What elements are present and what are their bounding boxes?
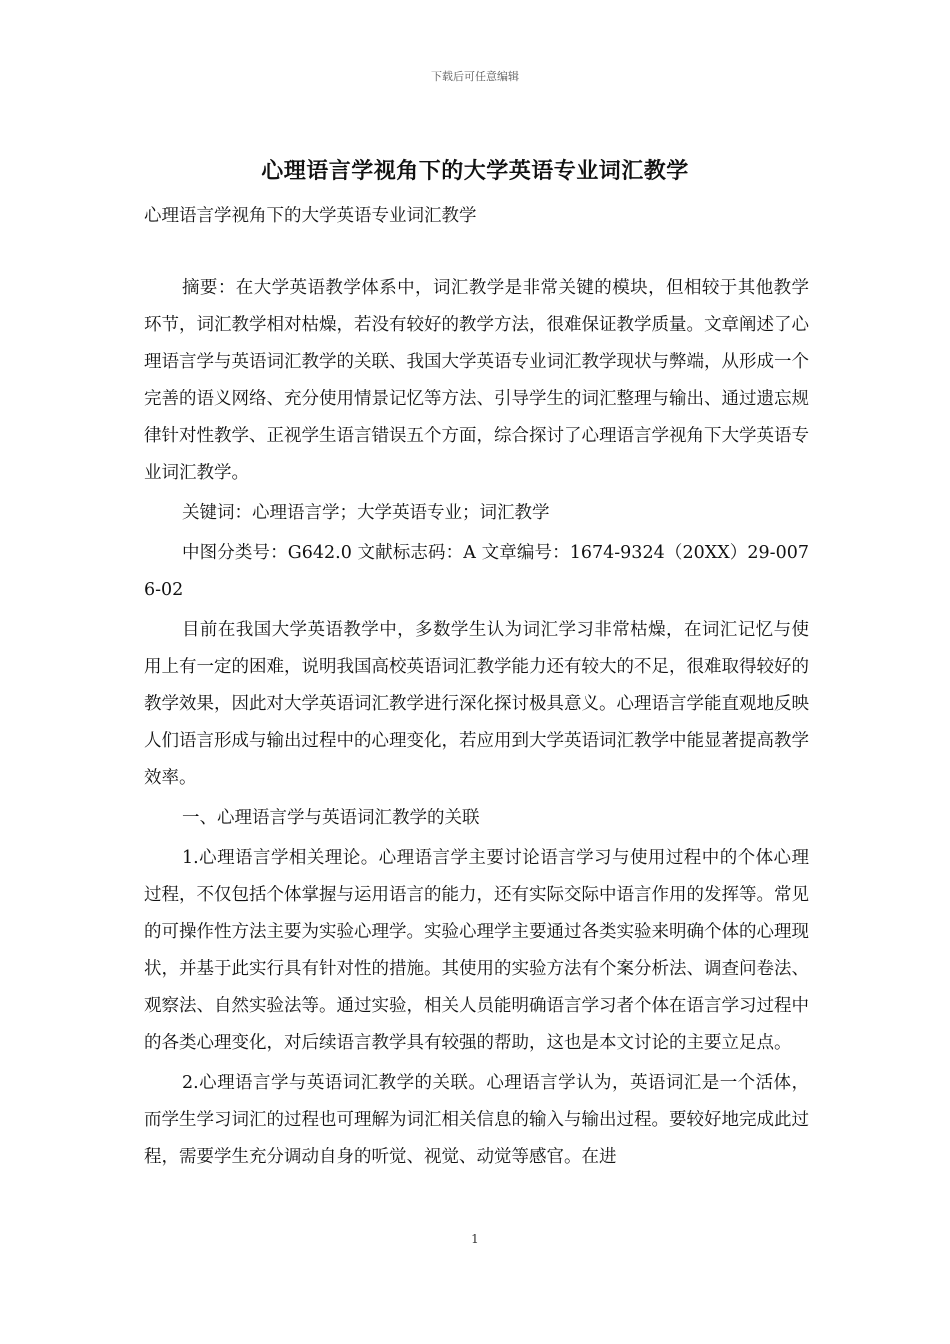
keywords-paragraph: 关键词：心理语言学；大学英语专业；词汇教学: [182, 503, 550, 523]
abstract-paragraph: 摘要：在大学英语教学体系中，词汇教学是非常关键的模块，但相较于其他教学环节，词汇教学相对枯燥，若没有较好的教学方法，很难保证教学质量。文章阐述了心理语言学与英语词汇教学的关联、我国大学英语专业词汇教学现状与弊端，从形成一个完善的语义网络、充分使用情景记忆等方法、引导学生的词汇整理与输出、通过遗忘规律针对性教学、正视学生语言错误五个方面，综合探讨了心理语言学视角下大学英语专业词汇教学。: [144, 278, 809, 483]
document-title: 心理语言学视角下的大学英语专业词汇教学: [261, 158, 689, 184]
header-note: 下载后可任意编辑: [431, 70, 519, 83]
document-body: [144, 270, 809, 1176]
section-heading: 一、心理语言学与英语词汇教学的关联: [182, 808, 480, 828]
page-number: 1: [471, 1232, 479, 1246]
body-paragraph: 1.心理语言学相关理论。心理语言学主要讨论语言学习与使用过程中的个体心理过程，不仅包括个体掌握与运用语言的能力，还有实际交际中语言作用的发挥等。常见的可操作性方法主要为实验心理学。实验心理学主要通过各类实验来明确个体的心理现状，并基于此实行具有针对性的措施。其使用的实验方法有个案分析法、调查问卷法、观察法、自然实验法等。通过实验，相关人员能明确语言学习者个体在语言学习过程中的各类心理变化，对后续语言教学具有较强的帮助，这也是本文讨论的主要立足点。: [144, 848, 809, 1053]
document-subtitle: 心理语言学视角下的大学英语专业词汇教学: [144, 206, 477, 226]
body-paragraph: 2.心理语言学与英语词汇教学的关联。心理语言学认为，英语词汇是一个活体，而学生学习词汇的过程也可理解为词汇相关信息的输入与输出过程。要较好地完成此过程，需要学生充分调动自身的听觉、视觉、动觉等感官。在进: [144, 1073, 809, 1167]
classification-paragraph: 中图分类号：G642.0 文献标志码：A 文章编号：1674-9324（20XX）29-0076-02: [144, 543, 809, 600]
intro-paragraph: 目前在我国大学英语教学中，多数学生认为词汇学习非常枯燥，在词汇记忆与使用上有一定的困难，说明我国高校英语词汇教学能力还有较大的不足，很难取得较好的教学效果，因此对大学英语词汇教学进行深化探讨极具意义。心理语言学能直观地反映人们语言形成与输出过程中的心理变化，若应用到大学英语词汇教学中能显著提高教学效率。: [144, 620, 809, 788]
